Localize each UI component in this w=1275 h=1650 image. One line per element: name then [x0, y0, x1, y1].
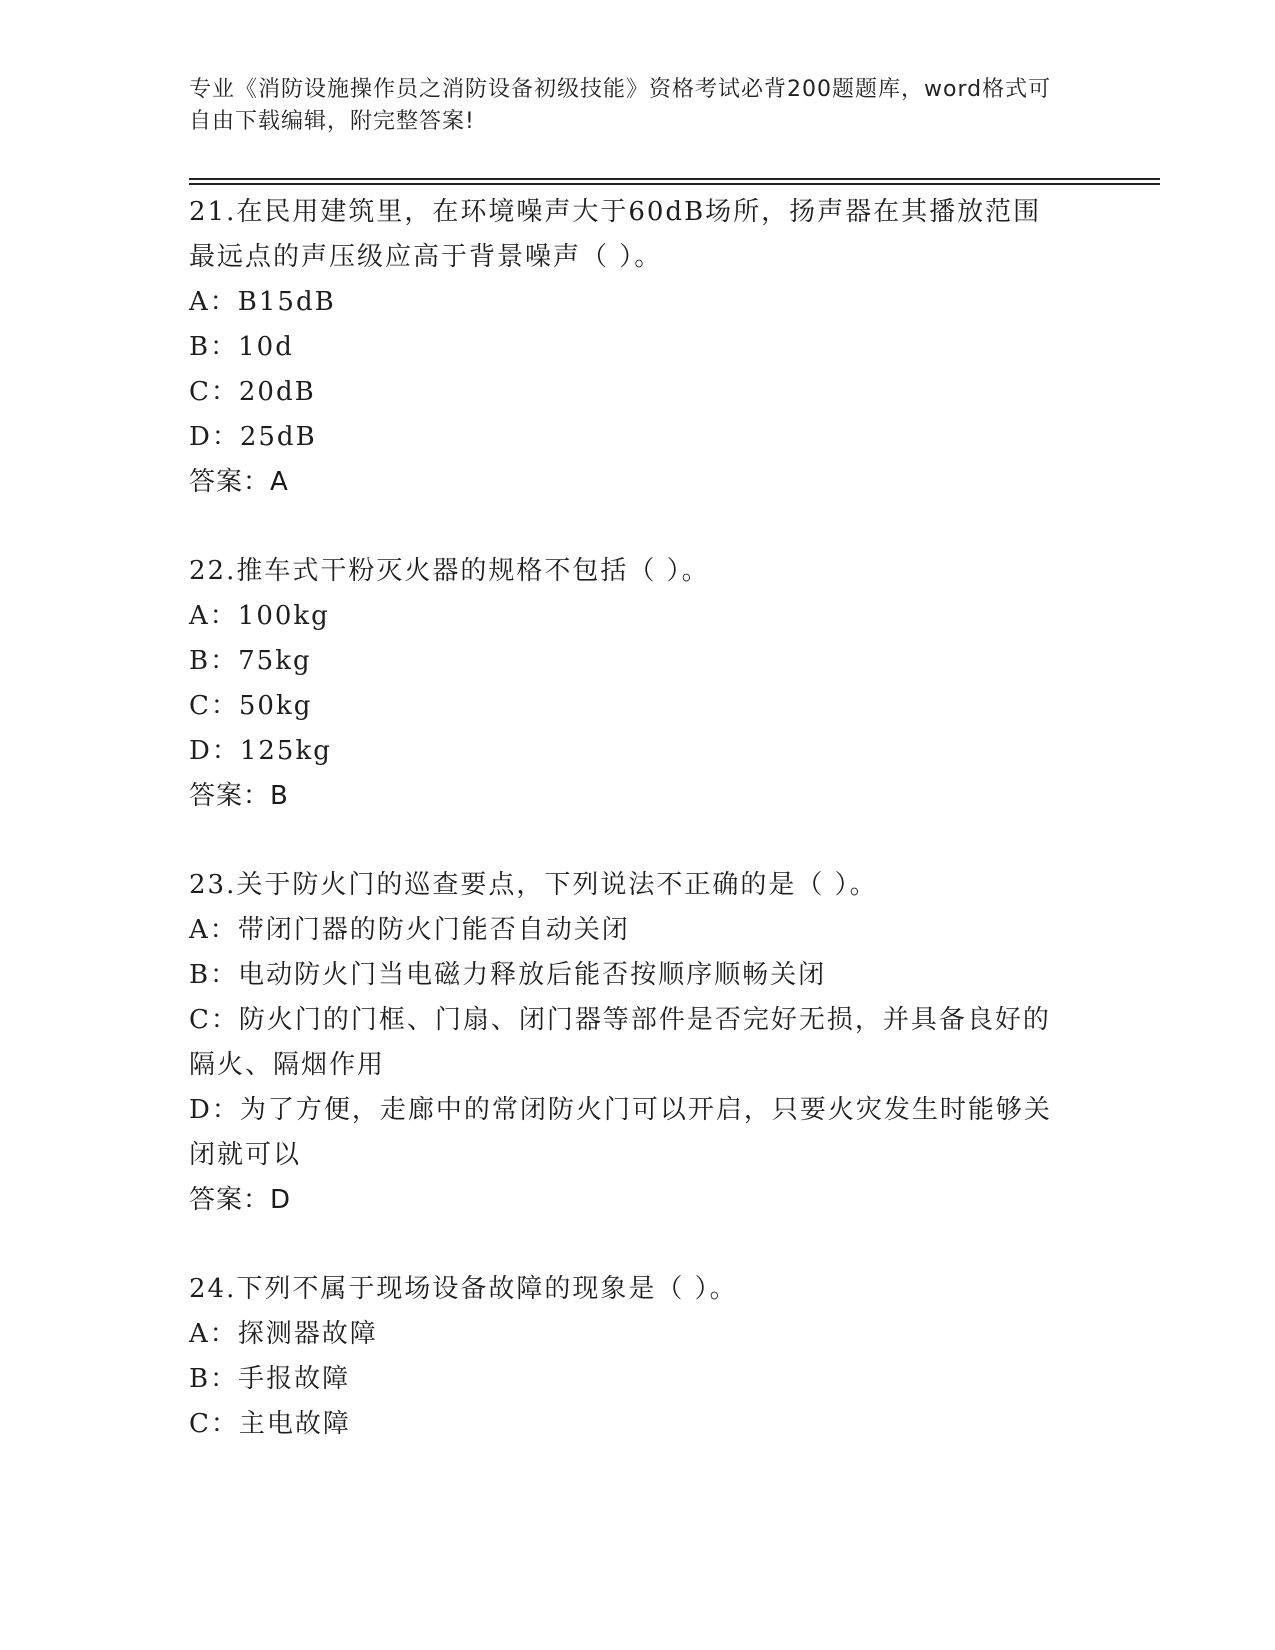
- question-text: 21.在民用建筑里，在环境噪声大于60dB场所，扬声器在其播放范围最远点的声压级应高于背景噪声（ ）。: [189, 197, 1042, 272]
- option-c: C：50kg: [189, 691, 313, 721]
- option-d: D：125kg: [189, 736, 332, 766]
- option-c: C：防火门的门框、门扇、闭门器等部件是否完好无损，并具备良好的隔火、隔烟作用: [189, 1005, 1051, 1080]
- option-a: A：带闭门器的防火门能否自动关闭: [189, 915, 630, 945]
- answer-line: 答案：A: [189, 467, 289, 497]
- question-24: [189, 1267, 1089, 1447]
- answer-line: 答案：D: [189, 1185, 292, 1215]
- option-b: B：电动防火门当电磁力释放后能否按顺序顺畅关闭: [189, 960, 827, 990]
- option-c: C：20dB: [189, 377, 316, 407]
- answer-line: 答案：B: [189, 781, 289, 811]
- question-text: 24.下列不属于现场设备故障的现象是（ ）。: [189, 1274, 738, 1304]
- option-b: B：手报故障: [189, 1364, 351, 1394]
- question-22: [189, 549, 1089, 819]
- document-header: 专业《消防设施操作员之消防设备初级技能》资格考试必背200题题库，word格式可自由下载编辑，附完整答案!: [189, 77, 1052, 134]
- header-rule-top: [189, 178, 1160, 180]
- option-a: A：100kg: [189, 601, 330, 631]
- question-text: 22.推车式干粉灭火器的规格不包括（ ）。: [189, 556, 710, 586]
- option-b: B：10d: [189, 332, 294, 362]
- question-list: [189, 190, 1089, 1491]
- option-c: C：主电故障: [189, 1409, 351, 1439]
- option-a: A：B15dB: [189, 287, 336, 317]
- question-text: 23.关于防火门的巡查要点，下列说法不正确的是（ ）。: [189, 870, 878, 900]
- option-d: D：为了方便，走廊中的常闭防火门可以开启，只要火灾发生时能够关闭就可以: [189, 1095, 1052, 1170]
- question-21: [189, 190, 1089, 505]
- option-d: D：25dB: [189, 422, 317, 452]
- question-23: [189, 863, 1089, 1223]
- option-a: A：探测器故障: [189, 1319, 378, 1349]
- option-b: B：75kg: [189, 646, 312, 676]
- header-rule-bottom: [189, 183, 1160, 185]
